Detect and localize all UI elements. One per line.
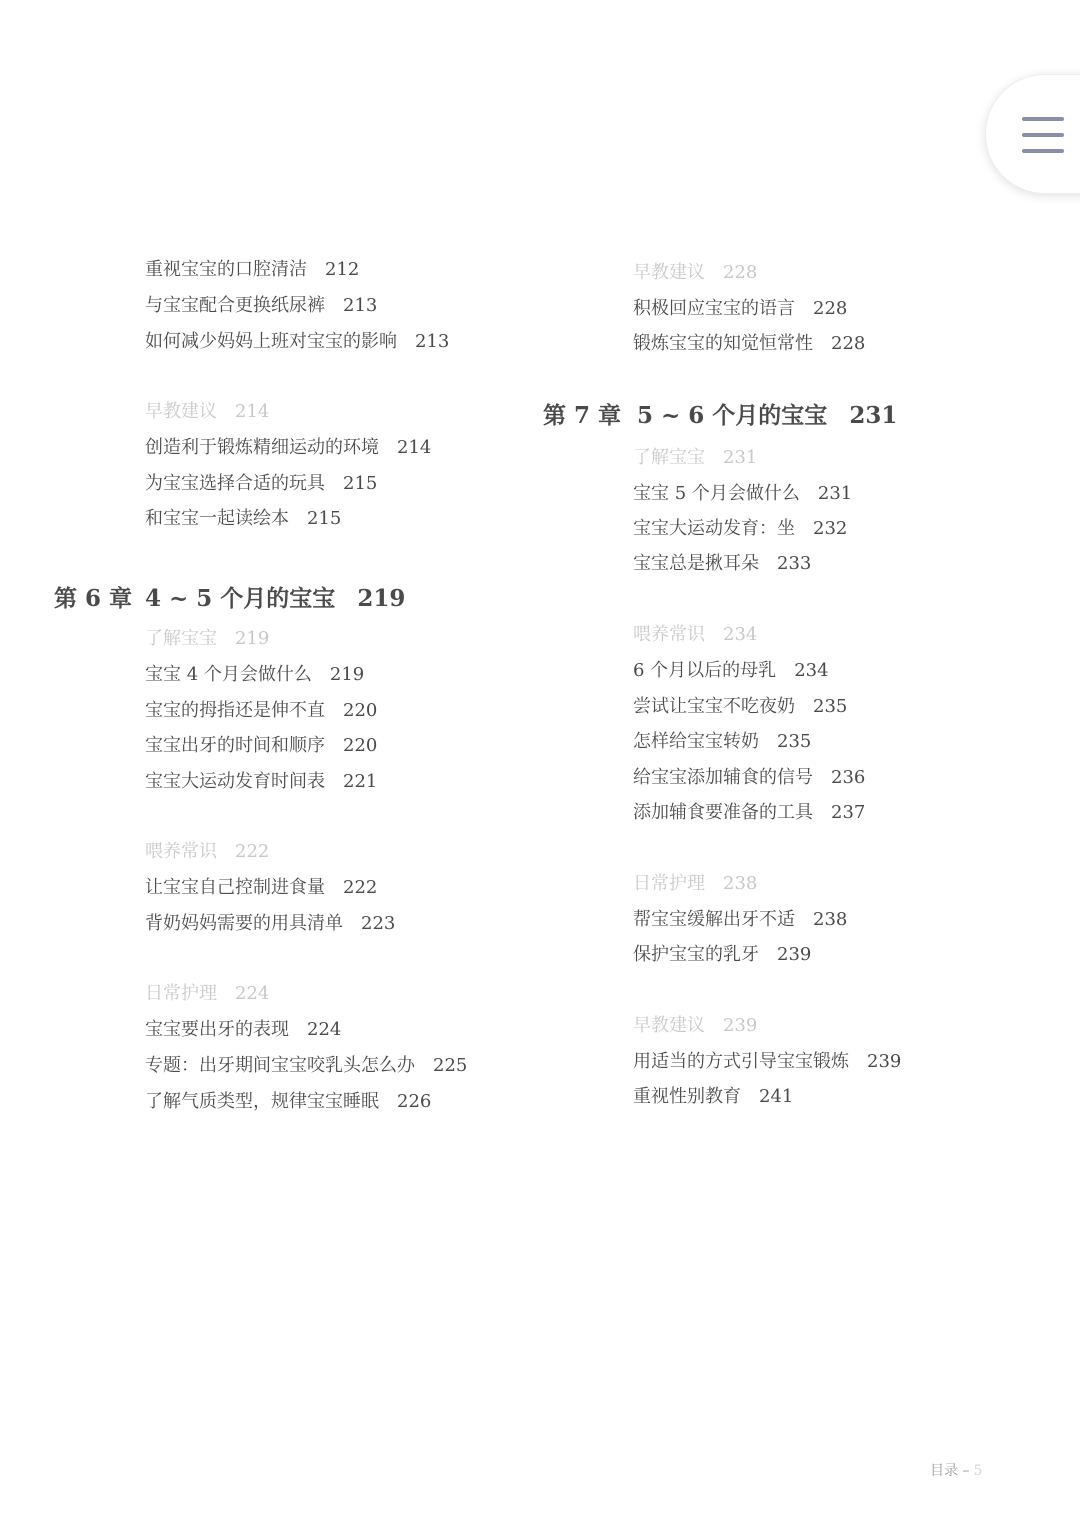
toc-entry[interactable] (145, 508, 341, 530)
toc-entry-title: 专题：出牙期间宝宝咬乳头怎么办 (145, 1055, 415, 1076)
toc-entry-title: 怎样给宝宝转奶 (633, 731, 759, 752)
chapter-label: 第 7 章 (543, 402, 622, 429)
menu-button[interactable] (985, 74, 1080, 194)
toc-entry[interactable] (633, 553, 811, 575)
toc-section-heading[interactable] (145, 628, 269, 650)
toc-entry[interactable] (145, 331, 449, 353)
toc-entry-title: 积极回应宝宝的语言 (633, 298, 795, 319)
toc-section-heading[interactable] (633, 447, 757, 469)
toc-entry-page: 234 (794, 660, 829, 681)
toc-entry[interactable] (633, 298, 847, 320)
section-title: 早教建议 (633, 1015, 705, 1036)
toc-entry-title: 宝宝总是揪耳朵 (633, 553, 759, 574)
toc-entry-title: 宝宝 5 个月会做什么 (633, 483, 800, 504)
chapter-title: 5 ~ 6 个月的宝宝 (637, 402, 828, 429)
toc-section-heading[interactable] (633, 1015, 757, 1037)
toc-entry-page: 235 (813, 696, 848, 717)
toc-entry-title: 给宝宝添加辅食的信号 (633, 767, 813, 788)
section-title: 日常护理 (633, 873, 705, 894)
toc-entry-title: 背奶妈妈需要的用具清单 (145, 913, 343, 934)
toc-entry-page: 219 (329, 664, 365, 685)
toc-entry-page: 239 (867, 1051, 902, 1072)
toc-entry-title: 锻炼宝宝的知觉恒常性 (633, 333, 813, 354)
section-page: 239 (723, 1015, 758, 1036)
toc-entry[interactable] (145, 1019, 341, 1041)
chapter-7-heading[interactable] (543, 402, 898, 430)
toc-entry-title: 宝宝大运动发育时间表 (145, 771, 325, 792)
toc-entry-page: 223 (361, 913, 396, 934)
toc-entry-page: 238 (813, 909, 848, 930)
toc-entry[interactable] (633, 660, 829, 682)
toc-entry-title: 让宝宝自己控制进食量 (145, 877, 325, 898)
chapter-title: 4 ~ 5 个月的宝宝 (145, 585, 336, 612)
section-title: 日常护理 (145, 983, 217, 1004)
toc-entry-title: 用适当的方式引导宝宝锻炼 (633, 1051, 849, 1072)
section-page: 219 (235, 628, 270, 649)
toc-entry-title: 6 个月以后的母乳 (633, 660, 777, 681)
section-page: 222 (235, 841, 270, 862)
hamburger-menu-icon-bar (1022, 133, 1064, 137)
toc-entry[interactable] (145, 473, 377, 495)
toc-entry-page: 220 (343, 700, 378, 721)
toc-entry-title: 宝宝 4 个月会做什么 (145, 664, 312, 685)
section-title: 早教建议 (145, 401, 217, 422)
toc-entry-title: 帮宝宝缓解出牙不适 (633, 909, 795, 930)
toc-entry[interactable] (145, 735, 377, 757)
chapter-label: 第 6 章 (54, 585, 133, 612)
footer-label: 目录 – (930, 1463, 970, 1479)
toc-entry-title: 为宝宝选择合适的玩具 (145, 473, 325, 494)
toc-entry-title: 与宝宝配合更换纸尿裤 (145, 295, 325, 316)
toc-section-heading[interactable] (145, 841, 269, 863)
toc-entry-page: 212 (325, 259, 360, 280)
toc-entry[interactable] (633, 1051, 901, 1073)
toc-entry[interactable] (145, 664, 364, 686)
page-footer (930, 1460, 982, 1480)
toc-entry-page: 228 (831, 333, 866, 354)
toc-entry-title: 保护宝宝的乳牙 (633, 944, 759, 965)
toc-entry-title: 重视宝宝的口腔清洁 (145, 259, 307, 280)
footer-page-number: 5 (973, 1463, 983, 1479)
toc-entry-page: 235 (777, 731, 812, 752)
toc-entry-page: 241 (759, 1086, 794, 1107)
toc-entry-page: 213 (343, 295, 378, 316)
toc-entry-page: 226 (397, 1091, 432, 1112)
toc-entry-title: 宝宝要出牙的表现 (145, 1019, 289, 1040)
toc-entry[interactable] (633, 483, 852, 505)
toc-entry-page: 213 (415, 331, 450, 352)
section-title: 喂养常识 (633, 624, 705, 645)
toc-entry[interactable] (145, 437, 431, 459)
section-page: 234 (723, 624, 758, 645)
toc-entry[interactable] (145, 877, 377, 899)
toc-entry-page: 233 (777, 553, 812, 574)
section-page: 231 (723, 447, 758, 468)
toc-entry[interactable] (633, 1086, 793, 1108)
toc-entry-page: 232 (813, 518, 848, 539)
toc-entry[interactable] (633, 518, 847, 540)
toc-entry-page: 215 (343, 473, 378, 494)
toc-entry-page: 222 (343, 877, 378, 898)
section-title: 了解宝宝 (633, 447, 705, 468)
toc-entry-title: 尝试让宝宝不吃夜奶 (633, 696, 795, 717)
chapter-page: 231 (849, 402, 898, 429)
toc-section-heading[interactable] (145, 983, 269, 1005)
toc-entry[interactable] (145, 1055, 467, 1077)
toc-entry-page: 225 (433, 1055, 468, 1076)
toc-entry[interactable] (145, 771, 377, 793)
chapter-6-heading[interactable] (54, 585, 406, 613)
section-title: 早教建议 (633, 262, 705, 283)
toc-entry-title: 宝宝的拇指还是伸不直 (145, 700, 325, 721)
section-page: 228 (723, 262, 758, 283)
toc-entry-page: 231 (817, 483, 853, 504)
toc-entry[interactable] (633, 731, 811, 753)
toc-section-heading[interactable] (633, 624, 757, 646)
toc-entry[interactable] (145, 295, 377, 317)
chapter-title-group (637, 402, 897, 430)
hamburger-menu-icon-bar (1022, 149, 1064, 153)
toc-entry-page: 237 (831, 802, 866, 823)
toc-entry[interactable] (145, 1091, 431, 1113)
toc-entry-page: 228 (813, 298, 848, 319)
toc-entry-page: 220 (343, 735, 378, 756)
toc-entry-title: 宝宝大运动发育：坐 (633, 518, 795, 539)
toc-entry-page: 224 (307, 1019, 342, 1040)
section-page: 238 (723, 873, 758, 894)
toc-entry-page: 221 (343, 771, 378, 792)
toc-entry-page: 236 (831, 767, 866, 788)
toc-entry-page: 215 (307, 508, 342, 529)
toc-entry[interactable] (633, 944, 811, 966)
section-page: 214 (235, 401, 270, 422)
toc-entry[interactable] (633, 802, 865, 824)
toc-entry[interactable] (145, 259, 359, 281)
toc-entry-title: 创造利于锻炼精细运动的环境 (145, 437, 379, 458)
section-title: 喂养常识 (145, 841, 217, 862)
section-title: 了解宝宝 (145, 628, 217, 649)
chapter-page: 219 (357, 585, 406, 612)
toc-entry-title: 重视性别教育 (633, 1086, 741, 1107)
toc-entry-title: 了解气质类型，规律宝宝睡眠 (145, 1091, 379, 1112)
toc-entry-title: 添加辅食要准备的工具 (633, 802, 813, 823)
section-page: 224 (235, 983, 270, 1004)
toc-entry[interactable] (145, 700, 377, 722)
toc-entry[interactable] (633, 696, 847, 718)
hamburger-menu-icon (1022, 117, 1064, 121)
toc-entry-title: 和宝宝一起读绘本 (145, 508, 289, 529)
chapter-title-group (145, 585, 405, 613)
toc-entry-title: 宝宝出牙的时间和顺序 (145, 735, 325, 756)
toc-entry-page: 239 (777, 944, 812, 965)
toc-entry[interactable] (633, 909, 847, 931)
toc-entry-title: 如何减少妈妈上班对宝宝的影响 (145, 331, 397, 352)
toc-entry[interactable] (633, 767, 865, 789)
toc-entry-page: 214 (397, 437, 432, 458)
toc-section-heading[interactable] (633, 873, 757, 895)
toc-entry[interactable] (633, 333, 865, 355)
toc-section-heading[interactable] (633, 262, 757, 284)
toc-entry[interactable] (145, 913, 395, 935)
toc-section-heading[interactable] (145, 401, 269, 423)
